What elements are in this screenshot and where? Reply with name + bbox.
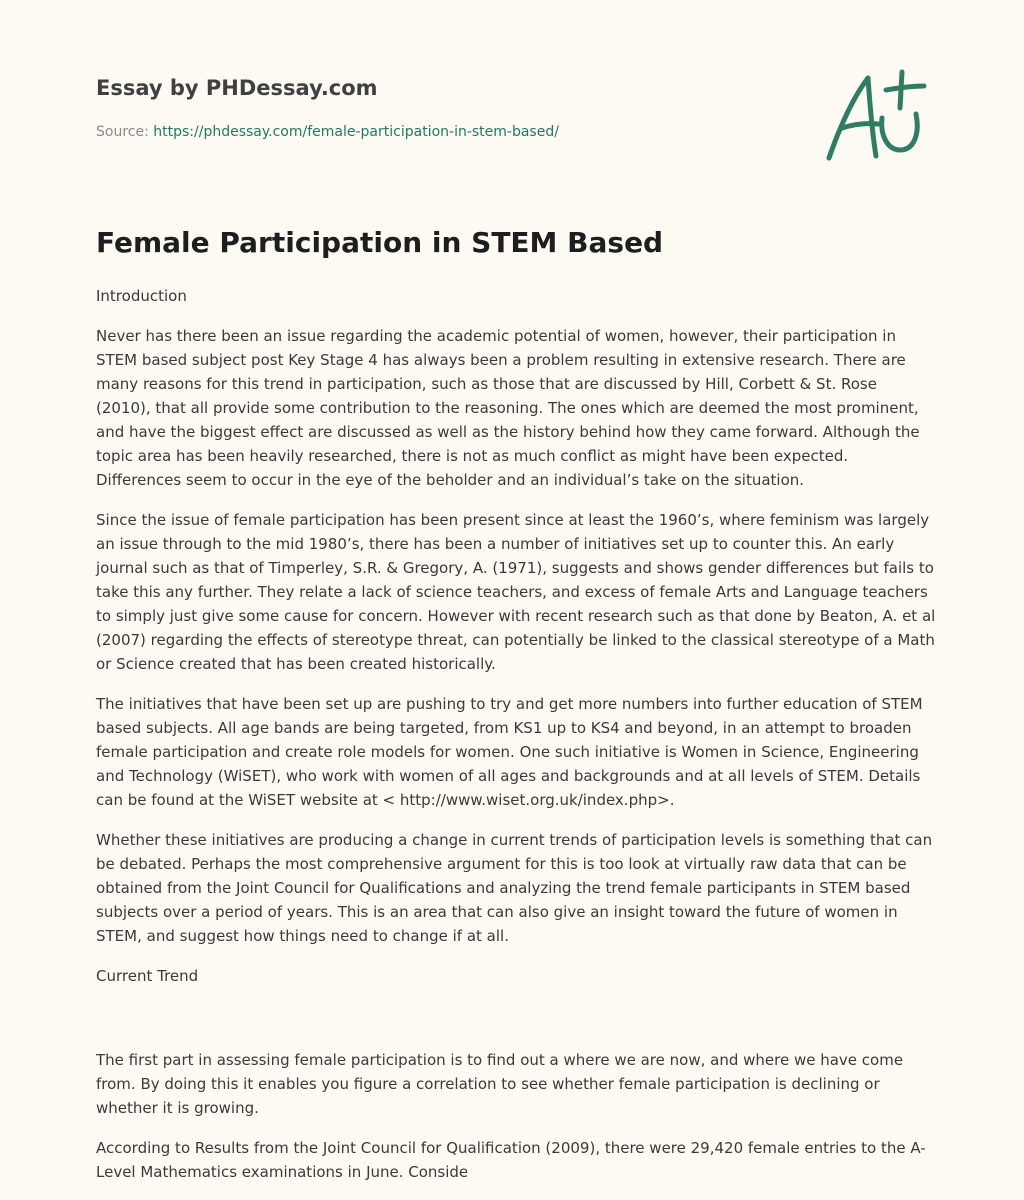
paragraph: According to Results from the Joint Council for Qualification (2009), there were 29,420 female entries to the A-Level Mathematics examinations in June. Conside [96, 1139, 926, 1181]
section-heading-introduction: Introduction [96, 287, 187, 305]
site-brand: Essay by PHDessay.com [96, 76, 378, 100]
a-plus-logo-icon [820, 66, 930, 166]
section-spacer [96, 1004, 936, 1048]
paragraph: The first part in assessing female participation is to find out a where we are now, and where we have come from. By doing this it enables you figure a correlation to see whether female participation is declining or whether it is growing. [96, 1051, 904, 1117]
paragraph: Never has there been an issue regarding the academic potential of women, however, their participation in STEM based subject post Key Stage 4 has always been a problem resulting in extensive research. There are many reasons for this trend in participation, such as those that are discussed by Hill, Corbett & St. Rose (2010), that all provide some contribution to the reasoning. The ones which are deemed the most prominent, and have the biggest effect are discussed as well as the history behind how they came forward. Although the topic area has been heavily researched, there is not as much conflict as might have been expected. Differences seem to occur in the eye of the beholder and an individual’s take on the situation. [96, 327, 920, 489]
paragraph: The initiatives that have been set up are pushing to try and get more numbers into further education of STEM based subjects. All age bands are being targeted, from KS1 up to KS4 and beyond, in an attempt to broaden female participation and create role models for women. One such initiative is Women in Science, Engineering and Technology (WiSET), who work with women of all ages and backgrounds and at all levels of STEM. Details can be found at the WiSET website at < http://www.wiset.org.uk/index.php>. [96, 695, 923, 809]
paragraph: Since the issue of female participation has been present since at least the 1960’s, where feminism was largely an issue through to the mid 1980’s, there has been a number of initiatives set up to counter this. An early journal such as that of Timperley, S.R. & Gregory, A. (1971), suggests and shows gender differences but fails to take this any further. They relate a lack of science teachers, and excess of female Arts and Language teachers to simply just give some cause for concern. However with recent research such as that done by Beaton, A. et al (2007) regarding the effects of stereotype threat, can potentially be linked to the classical stereotype of a Math or Science created that has been created historically. [96, 511, 936, 673]
source-link[interactable]: https://phdessay.com/female-participation-in-stem-based/ [153, 124, 559, 140]
source-line [96, 124, 559, 140]
section-heading-current-trend: Current Trend [96, 967, 199, 985]
article-body [96, 284, 936, 1200]
article-title: Female Participation in STEM Based [96, 226, 664, 259]
source-label: Source: [96, 124, 154, 140]
paragraph: Whether these initiatives are producing a change in current trends of participation levels is something that can be debated. Perhaps the most comprehensive argument for this is too look at virtually raw data that can be obtained from the Joint Council for Qualifications and analyzing the trend female participants in STEM based subjects over a period of years. This is an area that can also give an insight toward the future of women in STEM, and suggest how things need to change if at all. [96, 831, 933, 945]
